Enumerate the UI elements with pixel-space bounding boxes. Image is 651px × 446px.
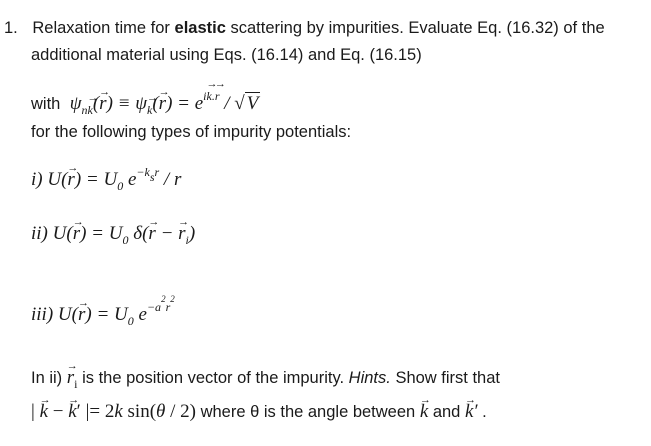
intro-text-a: Relaxation time for bbox=[32, 19, 175, 37]
intro-text-b: scattering by impurities. Evaluate Eq. (16.32) of the bbox=[225, 19, 605, 37]
item-ii-label: ii) bbox=[31, 223, 48, 244]
note-hint: Hints. bbox=[348, 369, 391, 387]
problem-line-2 bbox=[31, 45, 422, 65]
intro-bold: elastic bbox=[174, 19, 226, 37]
problem-line-2-text: additional material using Eqs. (16.14) and Eq. (16.15) bbox=[31, 46, 422, 64]
item-i-label: i) bbox=[31, 169, 43, 190]
k-symbol: k → bbox=[420, 401, 428, 422]
potential-iii-formula: U(r →) = $U_0$ $e^{-a^2r^2}$ bbox=[58, 304, 175, 325]
potential-iii bbox=[31, 289, 175, 331]
k-prime-symbol: k →′ bbox=[465, 401, 478, 422]
hint-formula: | k → − k →′ |= 2k sin(θ / 2) bbox=[31, 401, 196, 422]
wavefunction-line bbox=[31, 86, 260, 120]
with-label: with bbox=[31, 95, 61, 113]
problem-line-1 bbox=[4, 18, 605, 38]
note-line bbox=[31, 368, 500, 394]
hint-line bbox=[31, 402, 487, 422]
angle-text: where θ is the angle between bbox=[195, 403, 420, 421]
potential-ii-formula: U(r →) = $U_0$ δ(r → − $r \to_i$) bbox=[53, 223, 196, 244]
potential-i-formula: U(r →) = $U_0$ $e^{-k_sr}$ / r bbox=[47, 169, 181, 190]
note-text-b: is the position vector of the impurity. bbox=[77, 369, 349, 387]
and-text: and bbox=[428, 403, 465, 421]
potentials-intro bbox=[31, 122, 351, 142]
note-text-c: Show first that bbox=[390, 369, 500, 387]
potential-i bbox=[31, 162, 181, 196]
potential-ii bbox=[31, 224, 195, 250]
item-iii-label: iii) bbox=[31, 304, 54, 325]
potentials-intro-text: for the following types of impurity potentials: bbox=[31, 123, 352, 141]
wavefunction-formula: $\psi_{nk} \to(r$ →) ≡ $\psi_k \to(r$ →) = $e^{ik \to.r}$ → / √ V bbox=[65, 93, 260, 114]
impurity-position-symbol: $r \to_i$ bbox=[67, 367, 78, 388]
end-text: . bbox=[477, 403, 487, 421]
problem-number: 1. bbox=[4, 19, 18, 37]
note-text-a: In ii) bbox=[31, 369, 67, 387]
